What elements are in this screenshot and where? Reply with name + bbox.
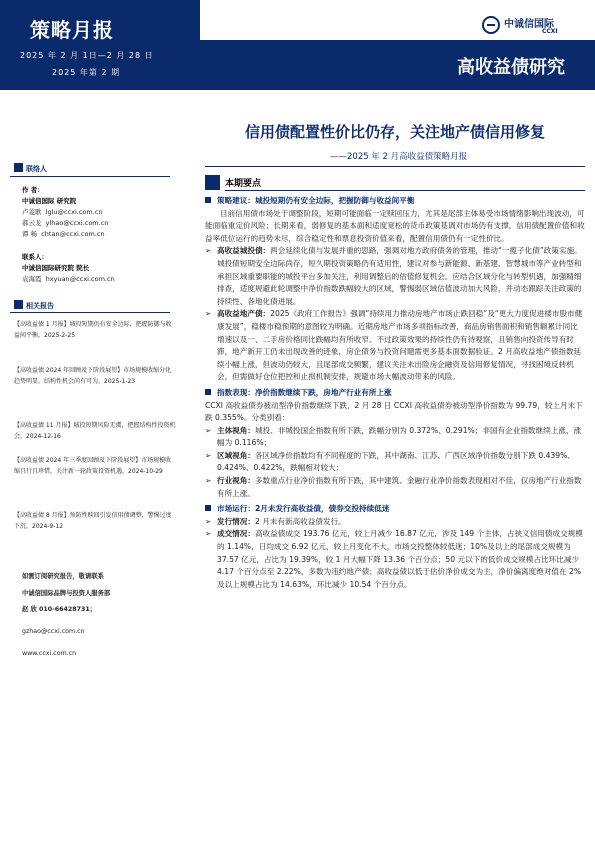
contacts-icon xyxy=(14,163,23,172)
bullet-item: ➢ 高收益城投债：两会延续化债与发展并重的思路，强调对地方政府债务的管理，推动“一揽子化债”政策实施。城投债短期安全边际尚存，短久期投资策略仍有适用性，建议对参与新能源、新基建、智慧城市等产业转型和承担区域重要职能的城投平台多加关注，利用调整后的估值修复机会。应结合区域分化与转型机遇，加强精细排查，适度规避此轮调整中净价指数跌幅较大的区域，警惕弱区域估值波动加大风险，并动态跟踪关注政策的持续性、各地化债进展。 xyxy=(205,246,582,306)
arrow-bullet-icon: ➢ xyxy=(205,425,212,435)
section-market: 市场运行：2月未发行高收益债，债券交投持续低迷 xyxy=(205,503,585,516)
related-report-item[interactable]: 【高收益债 2024 年回顾及下阶段展望】市场规模收缩分化趋势明显，结构性机会尚有可为，2025-1-23 xyxy=(14,367,172,385)
ccxi-logo xyxy=(482,14,586,38)
main-title: 信用债配置性价比仍存，关注地产债信用修复 xyxy=(244,123,545,141)
contact-email[interactable]: gzhao@ccxi.com.cn xyxy=(22,628,85,635)
ccxi-logo-icon xyxy=(482,16,500,34)
bullet-item: ➢ 区域视角：各区域净价指数均有不同程度的下跌，其中湖南、江苏、广西区域净价指数分别下跌 0.439%、0.424%、0.422%，跌幅相对较大； xyxy=(205,450,575,473)
title-divider xyxy=(205,166,585,167)
related-report-item[interactable]: 【高收益债 11 月报】城投短期风险无虞，把握结构性投资机会，2024-12-16 xyxy=(14,422,176,440)
related-heading: 相关报告 xyxy=(14,300,54,311)
key-points-body xyxy=(205,195,585,591)
bullet-item: ➢ 发行情况：2 月未有新高收益债发行。 xyxy=(205,516,585,529)
related-report-item[interactable]: 【高收益债 2024 年三季度回顾及下阶段展望】市场规模收缩且行且珍惜，关注新一轮政策投资机遇，2024-10-29 xyxy=(14,457,172,475)
header-band xyxy=(200,40,595,90)
arrow-bullet-icon: ➢ xyxy=(205,450,212,460)
square-bullet-icon xyxy=(205,197,211,203)
key-points-heading: 本期要点 xyxy=(205,175,585,190)
sidebar-divider xyxy=(10,176,170,177)
date-range: 2025 年 2 月 1日—2 月 28 日 xyxy=(20,51,154,60)
key-points-marker xyxy=(205,175,220,190)
section-strategy: 策略建议：城投短期仍有安全边际，把握防御与收益间平衡 xyxy=(205,195,585,208)
bullet-item: ➢ 高收益地产债：2025《政府工作报告》强调“持续用力推动房地产市场止跌回稳”及“更大力度促进楼市股市健康发展”，稳楼市稳预期的意图较为明确。近期房地产市场多项指标改善，商品房销售面积和销售额累计同比增速以及一、二手房价格同比跌幅均有所收窄。不过政策效果的持续性仍有待观察，且销售向投资传导有时滞，地产新开工仍未出现改善的迹象，房企债务与投资问题需更多基本面数据验证。2 月高收益地产债指数延续小幅上涨，但波动仍较大，且尾部成交频繁，建议关注未出险房企融资及信用修复情况，寻找困境反转机会，但需做好仓位把控和止损机制安排，规避市场大幅波动带来的风险。 xyxy=(205,309,583,382)
related-icon xyxy=(14,300,23,309)
bullet-item: ➢ 主体视角：城投、非城投国企指数有所下跌，跌幅分别为 0.372%、0.291%；非国有企业指数继续上涨、涨幅为 0.116%； xyxy=(205,425,582,448)
square-bullet-icon xyxy=(205,389,211,395)
contacts-heading: 联络人 xyxy=(14,163,47,174)
author-row: 谭 畅 chtan@ccxi.com.cn xyxy=(22,230,105,238)
header-left-block xyxy=(0,0,200,90)
contact-block: 如需订阅研究报告，敬请联系 中诚信国际品牌与投资人服务部 赵 欣 010-66428731； gzhao@ccxi.com.cn www.ccxi.com.cn xyxy=(22,570,110,660)
square-bullet-icon xyxy=(205,505,211,511)
related-report-item[interactable]: 【高收益债 1 月报】城投短期仍有安全边际，把握防御与收益间平衡，2025-2-25 xyxy=(14,321,172,339)
logo-name: 中诚信国际 xyxy=(504,19,554,30)
paragraph: 目前信用债市场处于调整阶段，短期可能面临一定赎回压力，尤其是尾部主体易受市场情绪影响出现波动，可能面临重定价风险；长期来看，弱修复的基本面和适度宽松的货币政策基调对市场仍有支撑，信用债配置价值和收益率低位运行的趋势未尽，综合稳定性和票息投资价值来看，配置信用债仍有一定性价比。 xyxy=(205,208,585,243)
bullet-item: ➢ 成交情况：高收益债成交 193.76 亿元，较上月减少 16.87 亿元，涉及 149 个主体，占狭义信用债成交规模的 1.14%，日均成交 6.92 亿元，较上月变化不大，市场交投整体较低迷；10%及以上的尾部成交规模为 37.57 亿元，占比为 19.39%，较 1 月大幅下降 13.36 个百分点；50 元以下的低价成交规模占比环比减少 4.17 个百分点至 2.22%，多数为违约地产债；高收益债以低于估价净价成交为主，净价偏离度绝对值在 2%及以上规模占比为 14.63%，环比减少 10.54 个百分点。 xyxy=(205,529,583,589)
arrow-bullet-icon: ➢ xyxy=(205,516,212,526)
author-row: 卢菱歌 lglu@ccxi.com.cn xyxy=(22,208,103,216)
sub-title: ——2025 年 2 月高收益债策略月报 xyxy=(330,152,468,162)
bullet-item: ➢ 行业视角：多数重点行业净价指数有所下跌，其中建筑、金融行业净价指数表现相对不佳，仅房地产行业指数有所上涨。 xyxy=(205,476,582,498)
report-type: 高收益债研究 xyxy=(457,57,565,78)
authors-block: 作 者： 中诚信国际 研究院 卢菱歌 lglu@ccxi.com.cn 郝云龙 ylhao@ccxi.com.cn 谭 畅 chtan@ccxi.com.cn xyxy=(22,186,109,238)
paragraph: CCXI 高收益债券被动型净价指数继续下跌，2 月 28 日 CCXI 高收益债券被动型净价指数为 99.79，较上月末下跌 0.355%。分类别看： xyxy=(205,400,583,423)
section-index: 指数表现：净价指数继续下跌，房地产行业有所上涨 xyxy=(205,387,585,400)
arrow-bullet-icon: ➢ xyxy=(205,476,212,486)
arrow-bullet-icon: ➢ xyxy=(205,309,212,319)
series-title: 策略月报 xyxy=(30,18,114,42)
logo-sub: CCXI xyxy=(542,28,558,35)
related-report-item[interactable]: 【高收益债 8 月报】预防性赎回引发信用债调整，警惕过度下沉，2024-9-12 xyxy=(14,512,172,530)
issue-number: 2025 年第 2 期 xyxy=(52,68,121,77)
arrow-bullet-icon: ➢ xyxy=(205,246,212,256)
liaison-block: 联系人： 中诚信国际研究院 院长 袁海霞 hxyuan@ccxi.com.cn xyxy=(22,253,115,283)
sidebar-divider xyxy=(10,312,170,313)
contact-website[interactable]: www.ccxi.com.cn xyxy=(22,650,77,657)
arrow-bullet-icon: ➢ xyxy=(205,529,212,539)
author-row: 郝云龙 ylhao@ccxi.com.cn xyxy=(22,219,109,227)
